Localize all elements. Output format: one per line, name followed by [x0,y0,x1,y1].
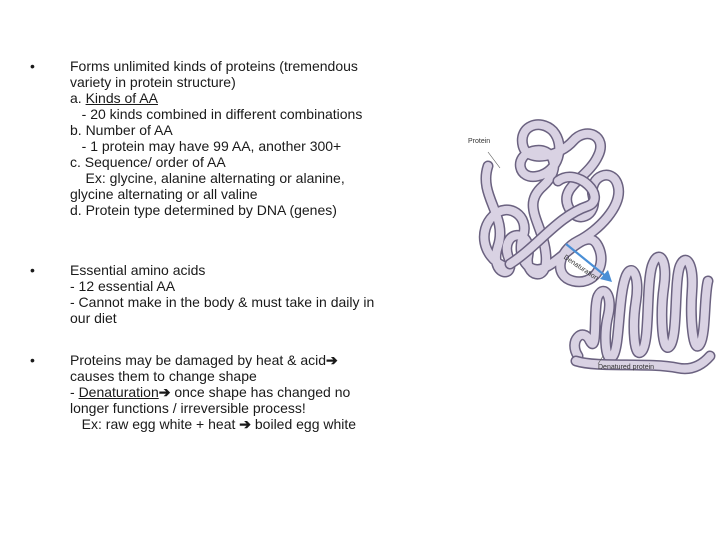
text-line: c. Sequence/ order of AA [70,154,226,170]
line-prefix: - [70,384,79,400]
line-text: Proteins may be damaged by heat & acid [70,352,327,368]
denaturation-figure [448,106,720,392]
bullet-text [70,58,430,218]
text-line: Ex: glycine, alanine alternating or alanine, [70,170,345,186]
line-prefix: a. [70,90,86,106]
bullet-text [70,352,430,432]
underlined-term: Denaturation [78,384,159,400]
text-line [70,352,430,368]
bullet-marker: • [30,262,35,278]
line-text: Ex: raw egg white + heat [70,416,240,432]
text-line: glycine alternating or all valine [70,186,258,202]
text-line: our diet [70,310,117,326]
protein-illustration [448,106,720,392]
text-line: longer functions / irreversible process! [70,400,306,416]
native-protein-label: Protein [468,138,491,145]
native-protein-ribbon [484,125,618,282]
text-line [70,90,430,106]
text-line: - Cannot make in the body & must take in daily in [70,294,375,310]
denatured-protein-label: Denatured protein [598,364,655,371]
text-line: - 1 protein may have 99 AA, another 300+ [70,138,342,154]
line-suffix: once shape has changed no [170,384,351,400]
text-line: Essential amino acids [70,262,206,278]
bullet-marker: • [30,58,35,74]
right-arrow-icon: ➔ [158,384,171,400]
text-line: - 12 essential AA [70,278,176,294]
right-arrow-icon: ➔ [239,416,251,432]
text-line: Forms unlimited kinds of proteins (tremendous [70,58,358,74]
right-arrow-icon: ➔ [326,352,338,368]
underlined-term: Kinds of AA [85,90,158,106]
text-line: d. Protein type determined by DNA (genes) [70,202,337,218]
bullet-marker: • [30,352,35,368]
text-line: b. Number of AA [70,122,173,138]
text-line: - 20 kinds combined in different combinations [70,106,363,122]
text-line [70,416,430,432]
text-line: causes them to change shape [70,368,257,384]
text-line: variety in protein structure) [70,74,236,90]
line-suffix: boiled egg white [251,416,357,432]
bullet-text [70,262,430,326]
denaturation-arrow-label: Denaturation [562,254,600,283]
text-line [70,384,430,400]
